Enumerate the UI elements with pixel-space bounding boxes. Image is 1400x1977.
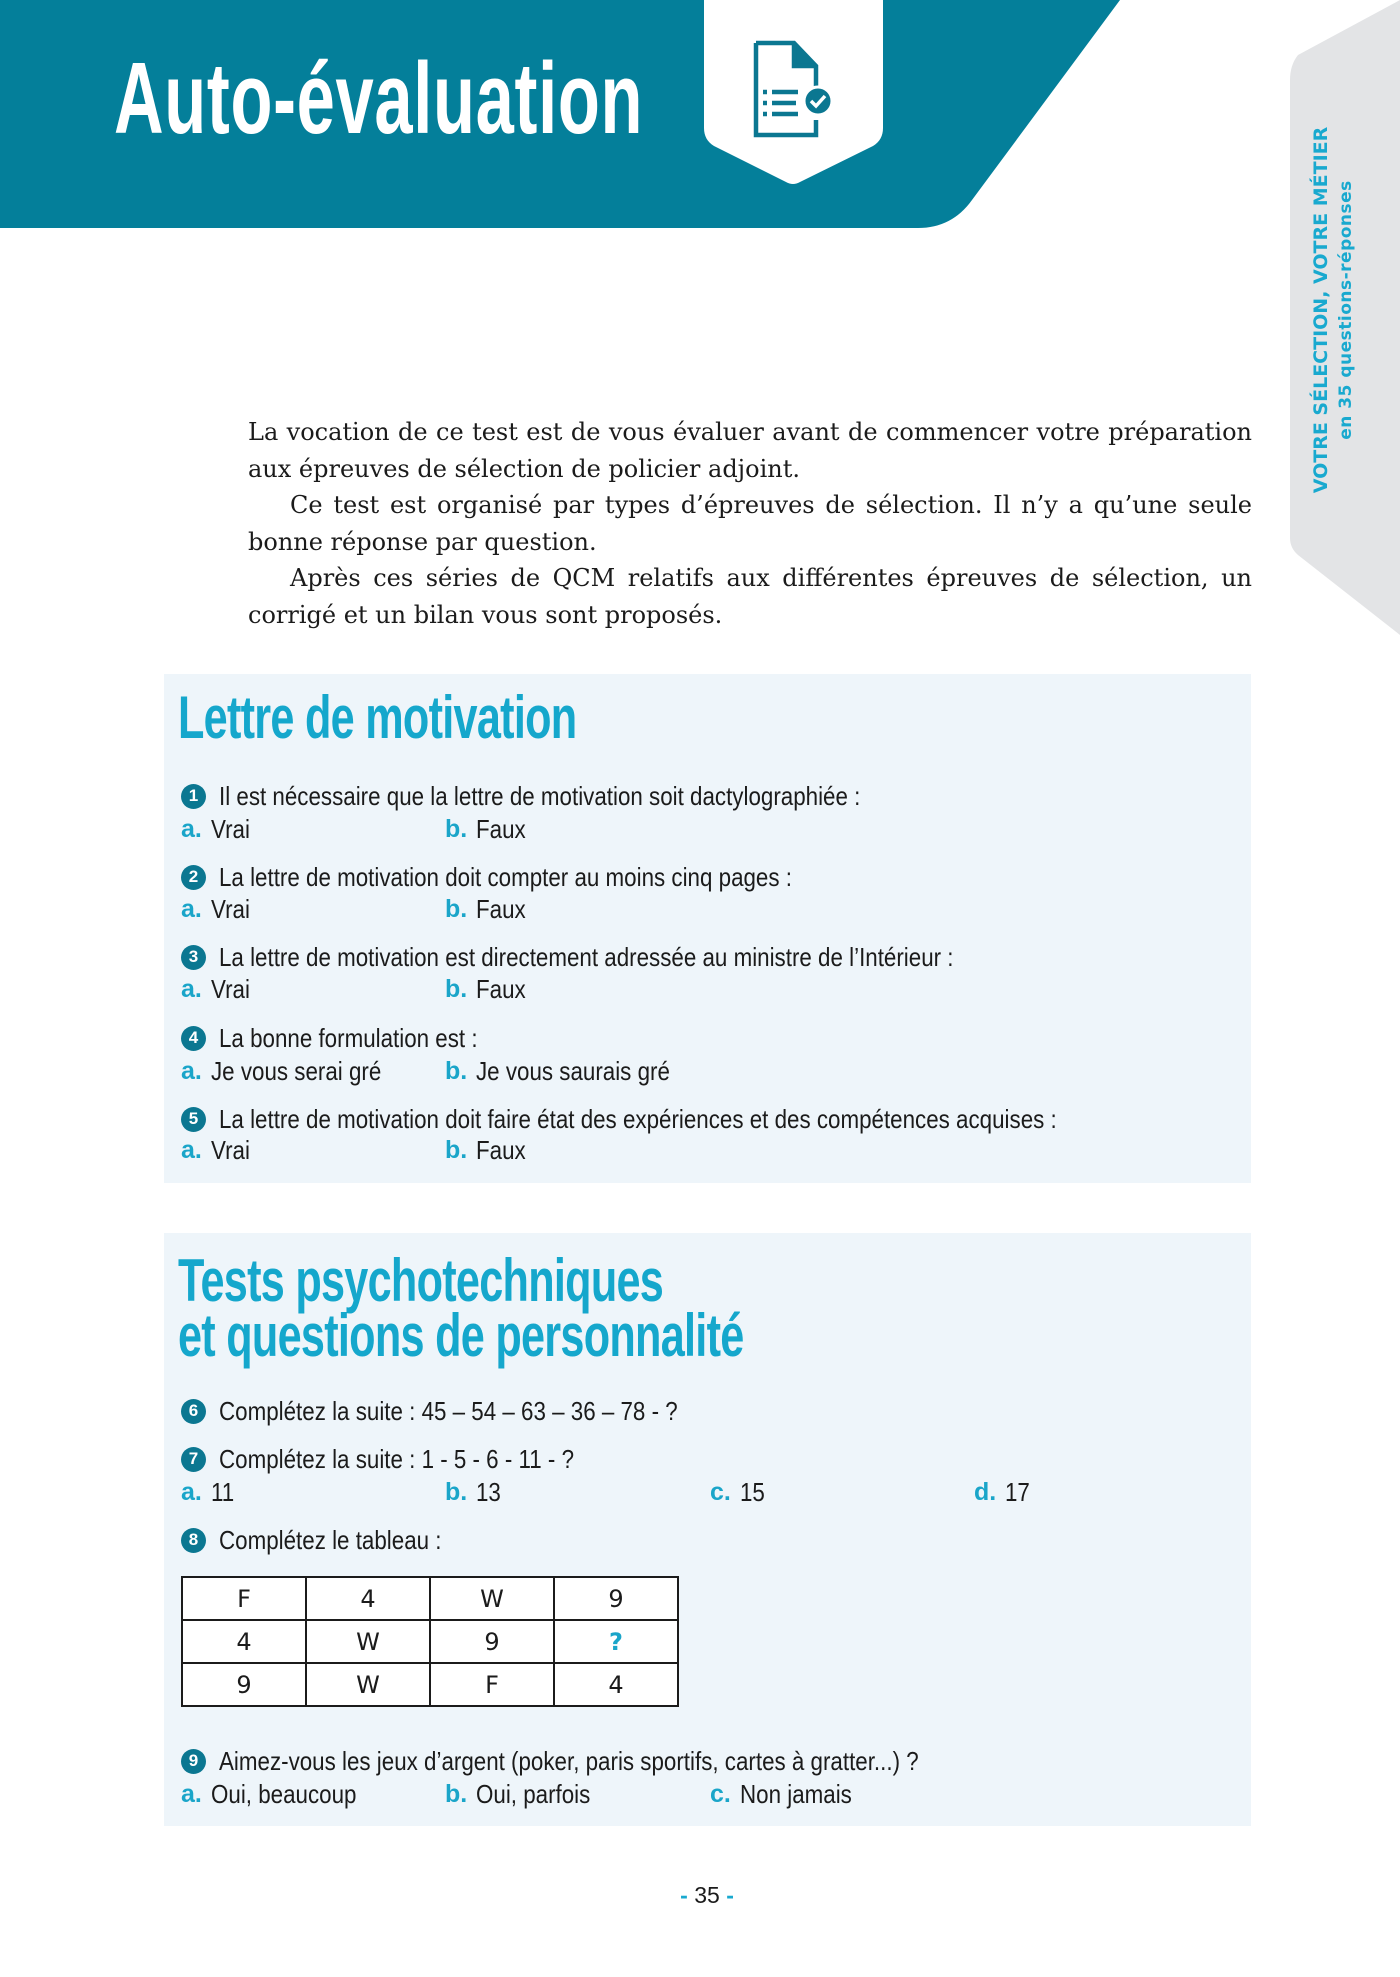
answer-text: Je vous serai gré (210, 1055, 382, 1086)
intro-text (248, 414, 1252, 634)
table-cell: 4 (554, 1663, 678, 1706)
side-tab-line2: en 35 questions-réponses (1336, 180, 1356, 440)
answer-option[interactable] (974, 1476, 1034, 1508)
table-cell: 9 (182, 1663, 306, 1706)
answer-letter: b. (445, 974, 468, 1003)
table-cell: F (430, 1663, 554, 1706)
answer-letter: b. (445, 814, 468, 843)
question-text: Complétez le tableau : (219, 1524, 442, 1555)
question-text: La bonne formulation est : (219, 1022, 478, 1053)
table-row (182, 1577, 678, 1620)
question-number-badge: 2 (181, 865, 206, 890)
answer-option[interactable] (445, 1134, 534, 1166)
question-2 (181, 861, 885, 893)
answer-text: Oui, beaucoup (210, 1778, 357, 1809)
question-number-badge: 4 (181, 1026, 206, 1051)
question-text: Aimez-vous les jeux d’argent (poker, paris sportifs, cartes à gratter...) ? (219, 1745, 919, 1776)
question-6 (181, 1395, 752, 1427)
answer-letter: b. (445, 1779, 468, 1808)
question-text: La lettre de motivation est directement adressée au ministre de l’Intérieur : (219, 941, 954, 972)
section-heading: Lettre de motivation (178, 684, 577, 751)
answer-text: Oui, parfois (476, 1778, 591, 1809)
question-4 (181, 1022, 520, 1054)
answer-letter: b. (445, 1477, 468, 1506)
answer-option[interactable] (181, 1778, 380, 1810)
answer-option[interactable] (445, 893, 534, 925)
answer-text: Faux (476, 893, 526, 924)
table-cell: W (430, 1577, 554, 1620)
answer-option[interactable] (181, 973, 256, 1005)
question-text: La lettre de motivation doit faire état des expériences et des compétences acquises : (219, 1103, 1057, 1134)
answer-letter: a. (181, 974, 202, 1003)
answer-option[interactable] (445, 813, 534, 845)
table-cell: 4 (182, 1620, 306, 1663)
table-cell: 9 (430, 1620, 554, 1663)
answer-option[interactable] (181, 813, 256, 845)
answer-text: Faux (476, 973, 526, 1004)
question-8 (181, 1524, 478, 1556)
answer-text: 13 (476, 1476, 502, 1507)
intro-paragraph: La vocation de ce test est de vous évaluer avant de commencer votre préparation aux épreuves de sélection de policier adjoint. (248, 418, 1252, 483)
answer-option[interactable] (710, 1476, 769, 1508)
answer-letter: a. (181, 1056, 202, 1085)
question-number-badge: 3 (181, 945, 206, 970)
answer-letter: a. (181, 894, 202, 923)
table-cell: W (306, 1620, 430, 1663)
answer-option[interactable] (445, 1055, 702, 1087)
table-cell: F (182, 1577, 306, 1620)
page-number-value: 35 (694, 1882, 720, 1908)
table-row (182, 1620, 678, 1663)
question-text: Complétez la suite : 1 - 5 - 6 - 11 - ? (219, 1443, 575, 1474)
answer-letter: a. (181, 1135, 202, 1164)
answer-option[interactable] (445, 973, 534, 1005)
answer-letter: a. (181, 814, 202, 843)
page-title: Auto-évaluation (114, 43, 644, 155)
intro-paragraph: Ce test est organisé par types d’épreuves de sélection. Il n’y a qu’une seule bonne réponse par question. (248, 491, 1252, 556)
question-7 (181, 1443, 632, 1475)
question-text: Il est nécessaire que la lettre de motivation soit dactylographiée : (219, 780, 861, 811)
answer-text: Vrai (210, 813, 250, 844)
question-number-badge: 9 (181, 1749, 206, 1774)
answer-text: Vrai (210, 1134, 250, 1165)
section-heading-line2: et questions de personnalité (178, 1302, 744, 1369)
question-number-badge: 7 (181, 1447, 206, 1472)
answer-text: Faux (476, 813, 526, 844)
table-cell-missing: ? (554, 1620, 678, 1663)
section-heading-line1: Tests psychotechniques (178, 1247, 664, 1314)
answer-letter: b. (445, 1135, 468, 1164)
answer-option[interactable] (181, 1134, 256, 1166)
intro-paragraph: Après ces séries de QCM relatifs aux différentes épreuves de sélection, un corrigé et un bilan vous sont proposés. (248, 564, 1252, 629)
answer-text: 11 (210, 1476, 235, 1507)
question-text: Complétez la suite : 45 – 54 – 63 – 36 – 78 - ? (219, 1395, 678, 1426)
answer-option[interactable] (445, 1778, 609, 1810)
answer-letter: c. (710, 1779, 731, 1808)
table-cell: 9 (554, 1577, 678, 1620)
answer-letter: a. (181, 1477, 202, 1506)
answer-option[interactable] (181, 893, 256, 925)
question-text: La lettre de motivation doit compter au moins cinq pages : (219, 861, 792, 892)
question-1 (181, 780, 965, 812)
answer-text: Faux (476, 1134, 526, 1165)
table-cell: 4 (306, 1577, 430, 1620)
answer-option[interactable] (181, 1476, 238, 1508)
answer-text: Vrai (210, 973, 250, 1004)
table-cell: W (306, 1663, 430, 1706)
answer-text: Je vous saurais gré (476, 1055, 671, 1086)
answer-option[interactable] (181, 1055, 409, 1087)
page-number-dash: - (726, 1882, 734, 1908)
question-number-badge: 5 (181, 1107, 206, 1132)
question-number-badge: 1 (181, 784, 206, 809)
side-tab-label (1308, 120, 1358, 500)
question-9 (181, 1745, 1033, 1777)
sequence-table (181, 1576, 679, 1707)
answer-letter: c. (710, 1477, 731, 1506)
answer-letter: b. (445, 1056, 468, 1085)
answer-text: Non jamais (739, 1778, 852, 1809)
question-number-badge: 6 (181, 1399, 206, 1424)
side-tab-line1: VOTRE SÉLECTION, VOTRE MÉTIER (1310, 126, 1332, 494)
page-number (0, 1882, 1400, 1909)
table-row (182, 1663, 678, 1706)
answer-text: 15 (739, 1476, 765, 1507)
question-number-badge: 8 (181, 1528, 206, 1553)
answer-letter: d. (974, 1477, 997, 1506)
answer-letter: b. (445, 894, 468, 923)
answer-letter: a. (181, 1779, 202, 1808)
answer-text: 17 (1005, 1476, 1031, 1507)
question-3 (181, 941, 1073, 973)
question-5 (181, 1103, 1193, 1135)
answer-text: Vrai (210, 893, 250, 924)
answer-option[interactable] (445, 1476, 505, 1508)
answer-option[interactable] (710, 1778, 870, 1810)
page-number-dash: - (680, 1882, 688, 1908)
